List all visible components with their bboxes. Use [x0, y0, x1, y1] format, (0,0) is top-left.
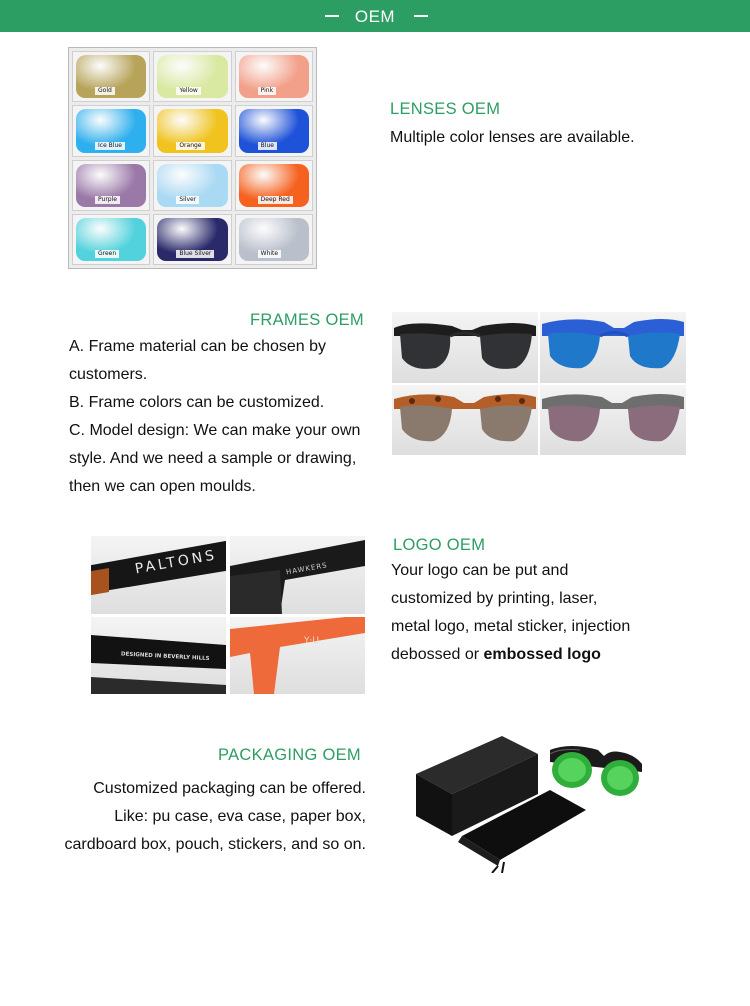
frame-photo-tortoise	[392, 385, 538, 455]
frames-line: C. Model design: We can make your own	[69, 422, 361, 439]
logo-photo-text: HAWKERS	[285, 561, 329, 577]
lens-label: Silver	[176, 196, 199, 204]
frame-photo-black	[392, 312, 538, 383]
logo-line-start: debossed or	[391, 646, 484, 663]
packaging-line: Customized packaging can be offered.	[93, 780, 366, 797]
lenses-text: Multiple color lenses are available.	[390, 129, 635, 146]
lens-swatch	[235, 105, 313, 156]
logo-text	[391, 557, 691, 669]
packaging-line: Like: pu case, eva case, paper box,	[114, 808, 366, 825]
frames-text	[69, 333, 379, 501]
lenses-title: LENSES OEM	[390, 100, 501, 118]
frames-line: customers.	[69, 366, 148, 383]
lens-swatch	[235, 160, 313, 211]
lens-label: Orange	[176, 142, 204, 150]
lens-label: Green	[95, 250, 119, 258]
lens-color-grid	[68, 47, 317, 269]
logo-photo-text: Y·U	[304, 636, 319, 646]
lens-label: Gold	[95, 87, 115, 95]
lens-label: Deep Red	[258, 196, 293, 204]
lens-label: Blue Silver	[176, 250, 214, 258]
logo-line: customized by printing, laser,	[391, 590, 598, 607]
lens-swatch	[235, 214, 313, 265]
logo-photo-text: PALTONS	[133, 547, 219, 578]
packaging-text	[45, 775, 366, 859]
packaging-photo	[410, 728, 650, 873]
frames-line: A. Frame material can be chosen by	[69, 338, 327, 355]
frame-photo-blue	[540, 312, 686, 383]
logo-photo-grid	[91, 536, 365, 695]
lens-swatch	[153, 214, 231, 265]
lens-label: Purple	[95, 196, 120, 204]
packaging-line: cardboard box, pouch, stickers, and so on.	[64, 836, 366, 853]
logo-photo-yu	[230, 617, 365, 694]
lens-swatch	[72, 105, 150, 156]
logo-line-last	[391, 641, 691, 669]
lens-label: Yellow	[176, 87, 200, 95]
frames-title: FRAMES OEM	[250, 311, 364, 329]
frames-line: style. And we need a sample or drawing,	[69, 450, 357, 467]
lens-swatch	[72, 160, 150, 211]
lens-label: Blue	[258, 142, 277, 150]
logo-photo-paltons	[91, 536, 226, 614]
packaging-title: PACKAGING OEM	[218, 746, 361, 764]
frame-photo-grey	[540, 385, 686, 455]
logo-photo-beverly	[91, 617, 226, 694]
lens-swatch	[235, 51, 313, 102]
lens-swatch	[153, 105, 231, 156]
logo-line-bold: embossed logo	[483, 646, 601, 663]
logo-photo-hawkers	[230, 536, 365, 614]
lens-swatch	[72, 51, 150, 102]
lens-swatch	[153, 160, 231, 211]
lens-label: Pink	[258, 87, 276, 95]
frames-line: then we can open moulds.	[69, 478, 256, 495]
frames-line: B. Frame colors can be customized.	[69, 394, 325, 411]
lens-swatch	[153, 51, 231, 102]
lens-swatch	[72, 214, 150, 265]
logo-photo-text: DESIGNED IN BEVERLY HILLS	[120, 651, 210, 663]
banner-title: OEM	[354, 7, 396, 26]
frames-photo-grid	[392, 312, 686, 455]
lens-label: Ice Blue	[95, 142, 125, 150]
logo-line: Your logo can be put and	[391, 562, 569, 579]
logo-title: LOGO OEM	[393, 536, 486, 554]
logo-line: metal logo, metal sticker, injection	[391, 618, 631, 635]
lens-label: White	[258, 250, 281, 258]
